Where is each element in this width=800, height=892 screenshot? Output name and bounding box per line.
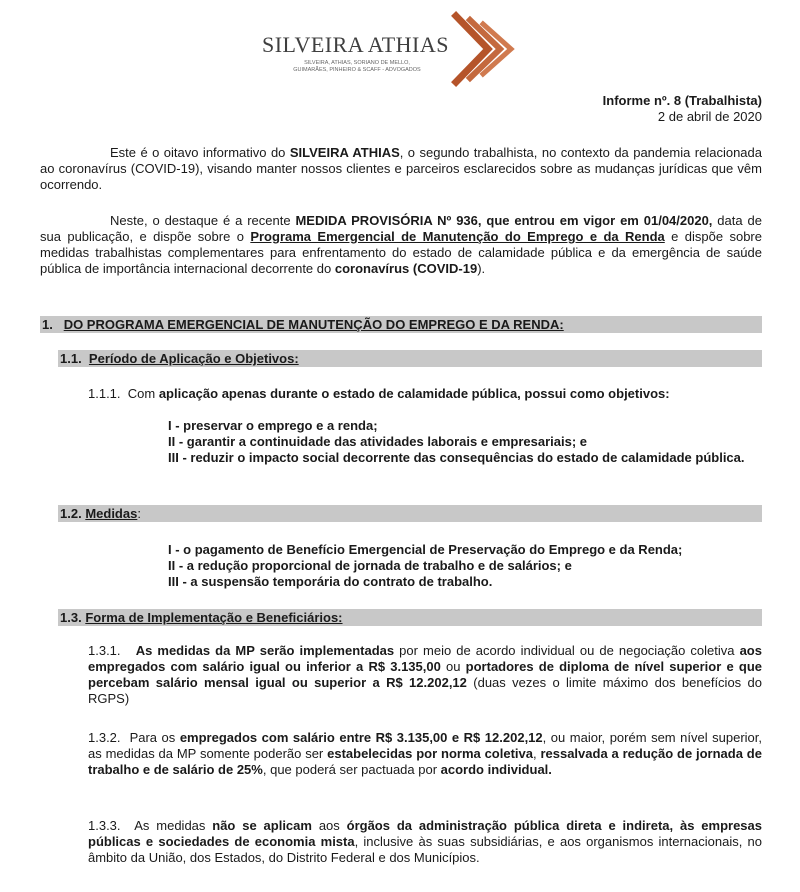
logo-wordmark: SILVEIRA ATHIAS [262,32,449,57]
list-item: III - reduzir o impacto social decorrente das consequências do estado de calamidade pública. [168,450,745,465]
list-item: II - garantir a continuidade das atividades laborais e empresariais; e [168,434,588,449]
item-1-1-1: 1.1.1. Com aplicação apenas durante o estado de calamidade pública, possui como objetivos: [88,386,670,401]
section-1-2-heading: 1.2. Medidas: [58,505,762,522]
section-1-1-heading: 1.1. Período de Aplicação e Objetivos: [58,350,762,367]
intro-paragraph-2: Neste, o destaque é a recente MEDIDA PROVISÓRIA Nº 936, que entrou em vigor em 01/04/2020, data de sua publicação, e dispõe sobre o Programa Emergencial de Manutenção do Emprego e da Renda e dispõe sobre medidas trabalhistas complementares para enfrentamento do estado de calamidade pública e da emergência de saúde pública de importância internacional decorrente do coronavírus (COVID-19). [40,213,762,276]
section-1-heading: 1. DO PROGRAMA EMERGENCIAL DE MANUTENÇÃO DO EMPREGO E DA RENDA: [40,316,762,333]
logo-subtitle-1: SILVEIRA, ATHIAS, SORIANO DE MELLO, [304,60,410,66]
list-item: I - o pagamento de Benefício Emergencial de Preservação do Emprego e da Renda; [168,542,683,557]
objectives-list [168,418,762,466]
item-1-3-3: 1.3.3. As medidas não se aplicam aos órgãos da administração pública direta e indireta, às empresas públicas e sociedades de economia mista, inclusive às suas subsidiárias, e aos organismos internacionais, no âmbito da União, dos Estados, do Distrito Federal e dos Municípios. [88,818,763,865]
logo-subtitle-2: GUIMARÃES, PINHEIRO & SCAFF - ADVOGADOS [293,67,421,73]
list-item: II - a redução proporcional de jornada de trabalho e de salários; e [168,558,572,573]
item-1-3-2: 1.3.2. Para os empregados com salário entre R$ 3.135,00 e R$ 12.202,12, ou maior, porém sem nível superior, as medidas da MP somente poderão ser estabelecidas por norma coletiva, ressalvada a redução de jornada de trabalho e de salário de 25%, que poderá ser pactuada por acordo individual. [88,730,762,777]
report-date: 2 de abril de 2020 [657,109,762,124]
report-title: Informe nº. 8 (Trabalhista) [602,93,762,108]
list-item: I - preservar o emprego e a renda; [168,418,378,433]
list-item: III - a suspensão temporária do contrato de trabalho. [168,574,493,589]
item-1-3-1: 1.3.1. As medidas da MP serão implementadas por meio de acordo individual ou de negociação coletiva aos empregados com salário igual ou inferior a R$ 3.135,00 ou portadores de diploma de nível superior e que percebam salário mensal igual ou superior a R$ 12.202,12 (duas vezes o limite máximo dos benefícios do RGPS) [88,643,762,706]
measures-list [168,542,762,590]
chevron-logo-icon [450,10,522,88]
intro-paragraph-1: Este é o oitavo informativo do SILVEIRA ATHIAS, o segundo trabalhista, no contexto da pandemia relacionada ao coronavírus (COVID-19), visando manter nossos clientes e parceiros esclarecidos sobre as mudanças jurídicas que vêm ocorrendo. [40,145,762,192]
section-1-3-heading: 1.3. Forma de Implementação e Beneficiários: [58,609,762,626]
